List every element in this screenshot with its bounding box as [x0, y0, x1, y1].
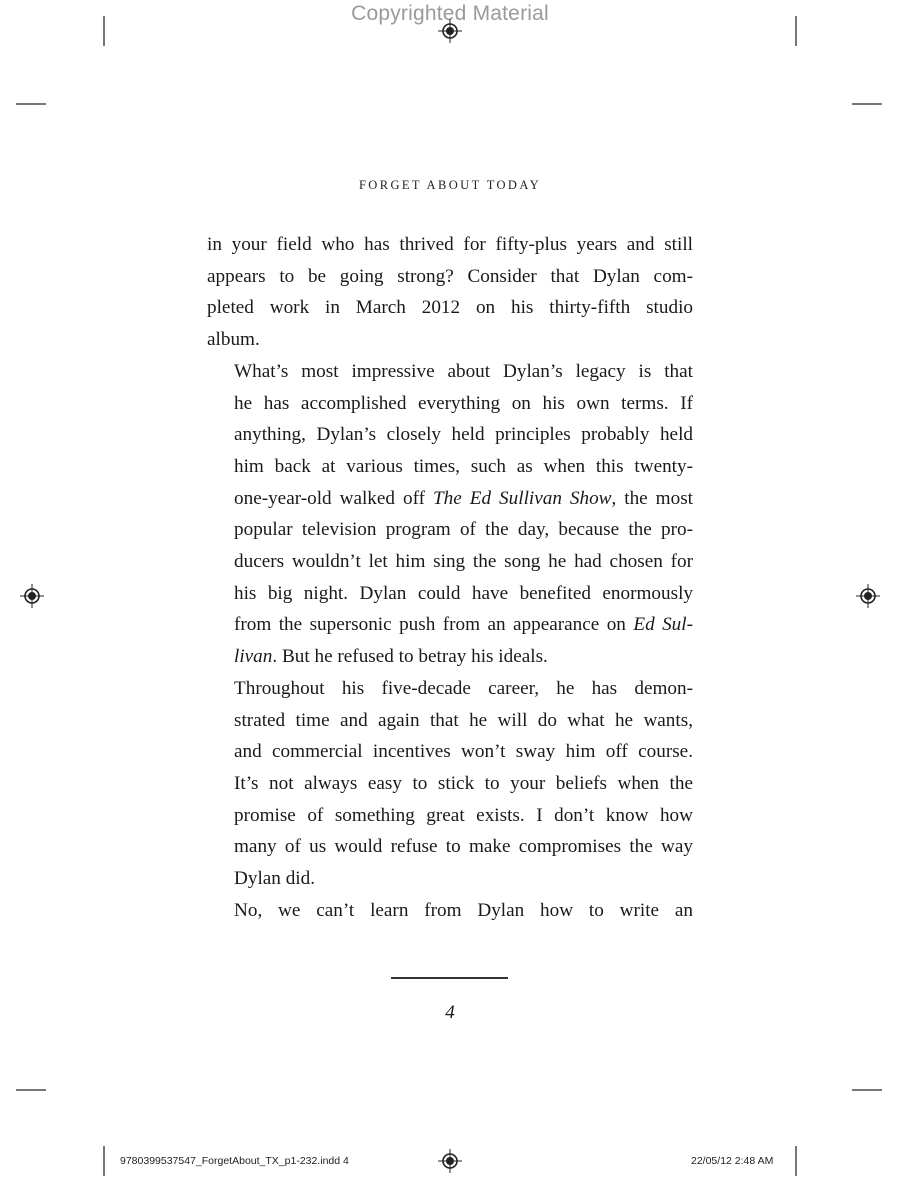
text-run: his big night. Dylan could have benefited enormously: [234, 582, 693, 604]
text-line: [207, 483, 693, 515]
text-line: [207, 419, 693, 451]
text-run: No, we can’t learn from Dylan how to write an: [234, 899, 693, 921]
text-run: It’s not always easy to stick to your beliefs when the: [234, 772, 693, 794]
text-run: strated time and again that he will do what he wants,: [234, 709, 693, 731]
text-line: [207, 768, 693, 800]
italic-title: Ed Sul-: [633, 614, 693, 636]
text-line: [207, 356, 693, 388]
registration-mark-right-icon: [856, 584, 880, 608]
text-run: popular television program of the day, because the pro-: [234, 519, 693, 541]
text-line: [207, 673, 693, 705]
text-line: [207, 451, 693, 483]
text-line: [207, 229, 693, 261]
text-line: [207, 800, 693, 832]
text-line: [207, 514, 693, 546]
text-run: Throughout his five-decade career, he has demon-: [234, 677, 693, 699]
text-line: [207, 641, 693, 673]
text-run: he has accomplished everything on his own terms. If: [234, 392, 693, 414]
text-run: appears to be going strong? Consider that Dylan com-: [207, 265, 693, 287]
paragraph: [207, 229, 693, 356]
paragraph: [207, 895, 693, 927]
paragraph: [207, 673, 693, 895]
crop-mark-top-left: [103, 16, 105, 46]
page-number: 4: [445, 1002, 455, 1023]
registration-mark-top-icon: [438, 19, 462, 43]
italic-title: The Ed Sullivan Show: [433, 487, 612, 509]
crop-mark-bottom-left: [103, 1146, 105, 1176]
text-run: one-year-old walked off: [234, 487, 433, 509]
crop-mark-right-lower: [852, 1089, 882, 1091]
text-run: ducers wouldn’t let him sing the song he had chosen for: [234, 551, 693, 573]
text-run: album.: [207, 329, 260, 351]
crop-mark-bottom-right: [795, 1146, 797, 1176]
text-run: and commercial incentives won’t sway him off course.: [234, 741, 693, 763]
text-run: promise of something great exists. I don’t know how: [234, 804, 693, 826]
text-line: [207, 705, 693, 737]
running-head: FORGET ABOUT TODAY: [358, 178, 542, 192]
text-run: What’s most impressive about Dylan’s legacy is that: [234, 360, 693, 382]
text-run: . But he refused to betray his ideals.: [272, 646, 548, 668]
copyright-watermark: Copyrighted Material: [351, 2, 549, 25]
registration-mark-bottom-icon: [438, 1149, 462, 1173]
text-run: from the supersonic push from an appearance on: [234, 614, 634, 636]
text-run: anything, Dylan’s closely held principles probably held: [234, 424, 693, 446]
crop-mark-top-right: [795, 16, 797, 46]
text-line: [207, 292, 693, 324]
text-line: [207, 388, 693, 420]
crop-mark-left-lower: [16, 1089, 46, 1091]
text-line: [207, 895, 693, 927]
text-run: many of us would refuse to make compromises the way: [234, 836, 693, 858]
text-run: pleted work in March 2012 on his thirty-fifth studio: [207, 297, 693, 319]
body-text: [207, 229, 693, 926]
text-line: [207, 546, 693, 578]
text-run: , the most: [611, 487, 693, 509]
text-run: Dylan did.: [234, 868, 316, 890]
text-line: [207, 863, 693, 895]
italic-title: livan: [234, 646, 273, 668]
registration-mark-left-icon: [20, 584, 44, 608]
text-run: in your field who has thrived for fifty-plus years and still: [207, 234, 693, 255]
text-line: [207, 831, 693, 863]
crop-mark-right-upper: [852, 103, 882, 105]
crop-mark-left-upper: [16, 103, 46, 105]
text-line: [207, 609, 693, 641]
text-line: [207, 578, 693, 610]
text-line: [207, 736, 693, 768]
text-run: him back at various times, such as when this twenty-: [234, 455, 693, 477]
text-line: [207, 261, 693, 293]
slug-file-info: 9780399537547_ForgetAbout_TX_p1-232.indd 4: [120, 1155, 349, 1167]
slug-date: 22/05/12 2:48 AM: [691, 1155, 774, 1167]
text-line: [207, 324, 693, 356]
paragraph: [207, 356, 693, 673]
folio-rule: [391, 977, 508, 979]
